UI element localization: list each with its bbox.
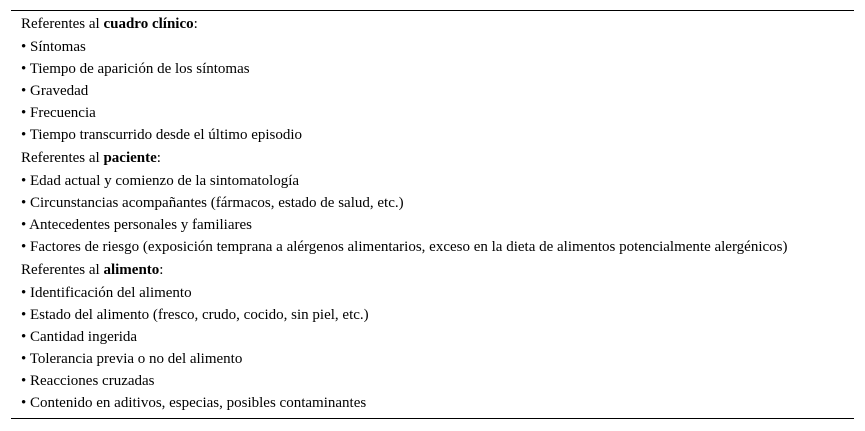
list-item: • Factores de riesgo (exposición temprana a alérgenos alimentarios, exceso en la dieta de alimentos potencialmente alergénicos) — [21, 239, 788, 255]
list-item: • Edad actual y comienzo de la sintomatología — [21, 173, 300, 189]
list-item: • Identificación del alimento — [21, 285, 192, 301]
list-item: • Reacciones cruzadas — [21, 373, 155, 389]
list-item: • Contenido en aditivos, especias, posibles contaminantes — [21, 395, 367, 411]
list-item: • Circunstancias acompañantes (fármacos, estado de salud, etc.) — [21, 195, 404, 211]
section-heading-cuadro-clinico: Referentes al cuadro clínico: — [21, 16, 198, 32]
list-item: • Tolerancia previa o no del alimento — [21, 351, 243, 367]
list-item: • Síntomas — [21, 39, 86, 55]
list-item: • Tiempo transcurrido desde el último episodio — [21, 127, 303, 143]
section-heading-paciente: Referentes al paciente: — [21, 150, 161, 166]
list-item: • Estado del alimento (fresco, crudo, cocido, sin piel, etc.) — [21, 307, 369, 323]
history-table — [11, 10, 854, 419]
list-item: • Cantidad ingerida — [21, 329, 138, 345]
list-item: • Antecedentes personales y familiares — [21, 217, 252, 233]
list-item: • Gravedad — [21, 83, 89, 99]
list-item: • Frecuencia — [21, 105, 96, 121]
list-item: • Tiempo de aparición de los síntomas — [21, 61, 250, 77]
section-heading-alimento: Referentes al alimento: — [21, 262, 164, 278]
